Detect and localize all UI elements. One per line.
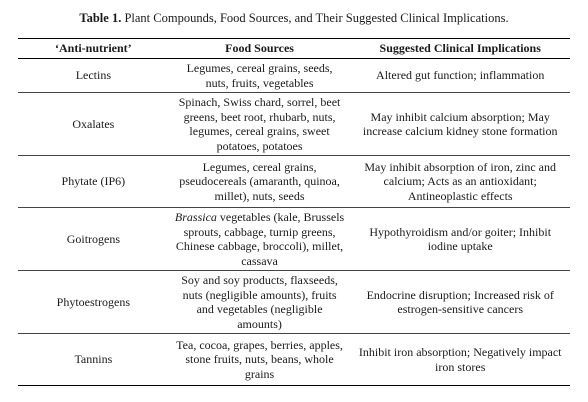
table-row bbox=[18, 271, 570, 334]
table-caption bbox=[0, 11, 588, 26]
anti-nutrient-table bbox=[18, 38, 570, 386]
implications-cell: Inhibit iron absorption; Negatively impact iron stores bbox=[350, 334, 570, 386]
food-sources-cell: Legumes, cereal grains, pseudocereals (amaranth, quinoa, millet), nuts, seeds bbox=[169, 156, 351, 208]
caption-label: Table 1. bbox=[79, 11, 122, 25]
column-header-clinical-implications: Suggested Clinical Implications bbox=[350, 39, 570, 59]
implications-cell: May inhibit calcium absorption; May increase calcium kidney stone formation bbox=[350, 93, 570, 156]
food-sources-cell: Tea, cocoa, grapes, berries, apples, stone fruits, nuts, beans, whole grains bbox=[169, 334, 351, 386]
compound-cell: Lectins bbox=[18, 59, 169, 93]
table-row bbox=[18, 208, 570, 271]
compound-cell: Goitrogens bbox=[18, 208, 169, 271]
table-row bbox=[18, 334, 570, 386]
food-sources-cell: Soy and soy products, flaxseeds, nuts (negligible amounts), fruits and vegetables (negligible amounts) bbox=[169, 271, 351, 334]
implications-cell: Hypothyroidism and/or goiter; Inhibit iodine uptake bbox=[350, 208, 570, 271]
implications-cell: Altered gut function; inflammation bbox=[350, 59, 570, 93]
compound-cell: Oxalates bbox=[18, 93, 169, 156]
food-sources-cell bbox=[169, 208, 351, 271]
genus-name: Brassica bbox=[174, 210, 217, 224]
caption-text: Plant Compounds, Food Sources, and Their Suggested Clinical Implications. bbox=[121, 11, 509, 25]
compound-cell: Phytate (IP6) bbox=[18, 156, 169, 208]
implications-cell: May inhibit absorption of iron, zinc and calcium; Acts as an antioxidant; Antineoplastic effects bbox=[350, 156, 570, 208]
compound-cell: Phytoestrogens bbox=[18, 271, 169, 334]
table-row bbox=[18, 59, 570, 93]
table-row bbox=[18, 93, 570, 156]
column-header-food-sources: Food Sources bbox=[169, 39, 351, 59]
compound-cell: Tannins bbox=[18, 334, 169, 386]
implications-cell: Endocrine disruption; Increased risk of estrogen-sensitive cancers bbox=[350, 271, 570, 334]
column-header-anti-nutrient: ‘Anti-nutrient’ bbox=[18, 39, 169, 59]
food-sources-text: vegetables (kale, Brussels sprouts, cabbage, turnip greens, Chinese cabbage, broccoli), millet, cassava bbox=[175, 210, 345, 268]
food-sources-cell: Spinach, Swiss chard, sorrel, beet greens, beet root, rhubarb, nuts, legumes, cereal grains, sweet potatoes, potatoes bbox=[169, 93, 351, 156]
table-header-row bbox=[18, 39, 570, 59]
food-sources-cell: Legumes, cereal grains, seeds, nuts, fruits, vegetables bbox=[169, 59, 351, 93]
table-row bbox=[18, 156, 570, 208]
